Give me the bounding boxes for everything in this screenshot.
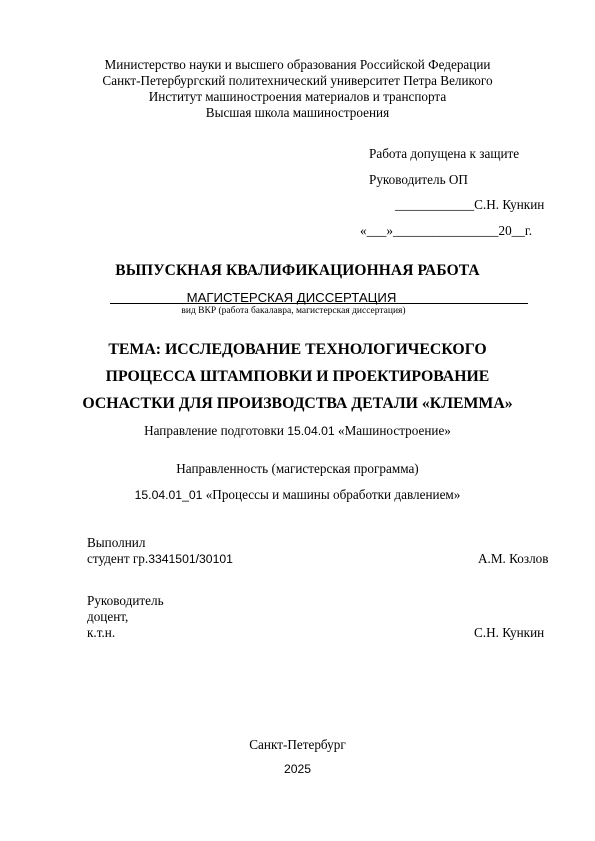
program-head-signature: ____________С.Н. Кункин [395, 197, 545, 212]
supervisor-position: доцент, [87, 609, 129, 624]
supervisor-degree: к.т.н. [87, 625, 116, 640]
study-direction [0, 423, 595, 439]
city: Санкт-Петербург [249, 737, 346, 752]
performer-label: Выполнил [87, 535, 146, 550]
program-label: Направленность (магистерская программа) [176, 461, 419, 476]
direction-code: 15.04.01 [287, 424, 335, 438]
school-line: Высшая школа машиностроения [205, 105, 390, 120]
admitted-to-defense: Работа допущена к защите [369, 146, 520, 161]
supervisor-label: Руководитель [87, 593, 164, 608]
supervisor-name: С.Н. Кункин [474, 625, 545, 640]
work-type: МАГИСТЕРСКАЯ ДИССЕРТАЦИЯ [186, 290, 397, 305]
university-line: Санкт-Петербургский политехнический университет Петра Великого [102, 73, 493, 88]
student-name: А.М. Козлов [478, 551, 549, 566]
program-name: «Процессы и машины обработки давлением» [202, 487, 461, 502]
student-group [87, 551, 233, 567]
topic-line-2: ПРОЦЕССА ШТАМПОВКИ И ПРОЕКТИРОВАНИЕ [105, 368, 490, 385]
program [0, 487, 595, 503]
ministry-line: Министерство науки и высшего образования Российской Федерации [104, 57, 491, 72]
approval-date: «___»________________20__г. [360, 223, 533, 238]
topic-line-1: ТЕМА: ИССЛЕДОВАНИЕ ТЕХНОЛОГИЧЕСКОГО [108, 341, 487, 358]
direction-name: «Машиностроение» [334, 423, 451, 438]
topic-line-3: ОСНАСТКИ ДЛЯ ПРОИЗВОДСТВА ДЕТАЛИ «КЛЕММА» [82, 395, 513, 412]
program-head-role: Руководитель ОП [369, 172, 468, 187]
institute-line: Институт машиностроения материалов и транспорта [148, 89, 447, 104]
direction-prefix: Направление подготовки [144, 423, 288, 438]
program-code: 15.04.01_01 [134, 488, 203, 502]
student-prefix: студент гр. [87, 551, 149, 566]
year: 2025 [283, 762, 312, 776]
work-title: ВЫПУСКНАЯ КВАЛИФИКАЦИОННАЯ РАБОТА [115, 262, 480, 279]
work-type-hint: вид ВКР (работа бакалавра, магистерская диссертация) [181, 306, 406, 316]
group-number: 3341501/30101 [148, 552, 233, 566]
